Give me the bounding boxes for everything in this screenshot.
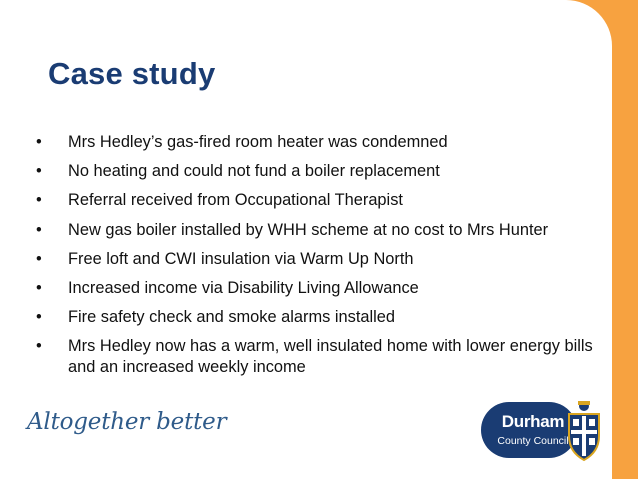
bullet-text: Increased income via Disability Living Allowance <box>68 278 419 297</box>
bullet-text: Mrs Hedley now has a warm, well insulated home with lower energy bills and an increased weekly income <box>68 337 593 377</box>
bullet-item <box>34 132 609 153</box>
bullet-text: Fire safety check and smoke alarms installed <box>68 308 396 327</box>
bullet-item <box>34 307 609 328</box>
bullet-item <box>34 336 609 378</box>
bullet-list <box>34 132 609 387</box>
bullet-text: No heating and could not fund a boiler replacement <box>68 162 440 181</box>
bullet-item <box>34 220 609 241</box>
durham-crest-icon <box>565 398 603 462</box>
bullet-marker: • <box>36 337 42 356</box>
bullet-marker: • <box>36 191 42 210</box>
bullet-marker: • <box>36 278 42 297</box>
bullet-text: Mrs Hedley’s gas-fired room heater was condemned <box>68 133 448 151</box>
logo-name: Durham <box>501 412 565 431</box>
bullet-item <box>34 278 609 299</box>
bullet-text: Free loft and CWI insulation via Warm Up North <box>68 249 414 268</box>
durham-county-council-logo <box>481 398 603 462</box>
logo-badge <box>481 402 577 458</box>
bullet-marker: • <box>36 133 42 151</box>
bullet-marker: • <box>36 220 42 239</box>
bullet-marker: • <box>36 308 42 327</box>
bullet-text: New gas boiler installed by WHH scheme at no cost to Mrs Hunter <box>68 220 549 239</box>
bullet-marker: • <box>36 249 42 268</box>
bullet-item <box>34 190 609 211</box>
bullet-item <box>34 161 609 182</box>
bullet-item <box>34 249 609 270</box>
logo-subtitle: County Council <box>497 435 569 447</box>
slide-title: Case study <box>48 56 216 91</box>
bullet-marker: • <box>36 162 42 181</box>
tagline: Altogether better <box>27 409 227 435</box>
bullet-text: Referral received from Occupational Therapist <box>68 191 403 210</box>
